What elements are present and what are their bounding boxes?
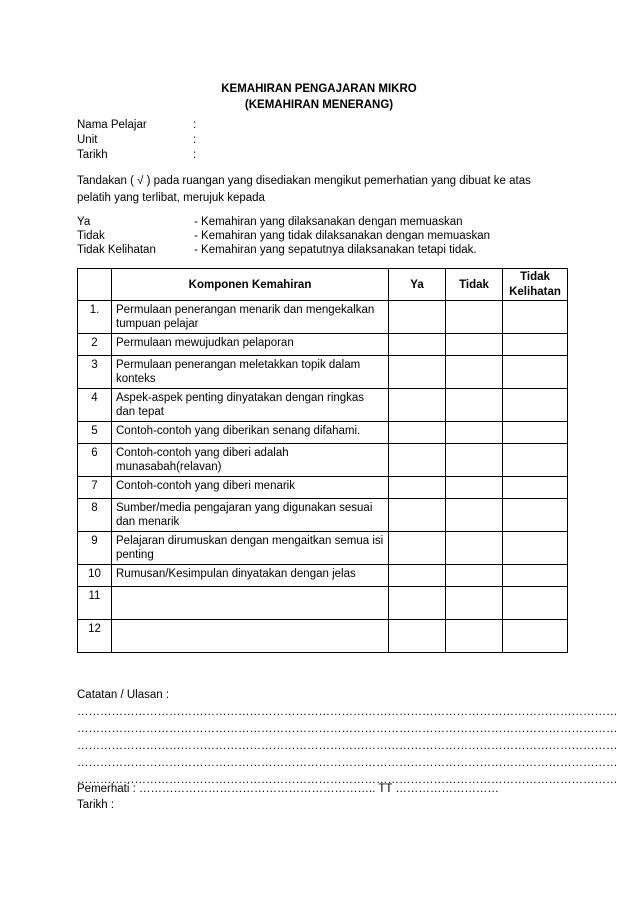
ya-cell[interactable] xyxy=(389,334,446,356)
ya-cell[interactable] xyxy=(389,499,446,532)
table-body xyxy=(78,301,568,653)
table-row xyxy=(78,620,568,653)
form-title xyxy=(0,81,638,113)
row-component: Sumber/media pengajaran yang digunakan sesuai dan menarik xyxy=(112,499,389,532)
table-row xyxy=(78,587,568,620)
tidak-cell[interactable] xyxy=(446,565,503,587)
ya-cell[interactable] xyxy=(389,356,446,389)
field-nama-pelajar xyxy=(77,118,196,133)
title-line-2: (KEMAHIRAN MENERANG) xyxy=(244,99,394,111)
table-row xyxy=(78,499,568,532)
observer-line[interactable]: Pemerhati : …………………………………………………….. TT ……………………… xyxy=(77,783,499,795)
notes-line[interactable]: …………………………………………………………………………………………………………………………… xyxy=(77,723,618,735)
table-row xyxy=(78,334,568,356)
row-number: 7 xyxy=(78,477,112,499)
table-row xyxy=(78,356,568,389)
tidak-kelihatan-cell[interactable] xyxy=(503,565,568,587)
ya-cell[interactable] xyxy=(389,389,446,422)
tidak-cell[interactable] xyxy=(446,499,503,532)
tidak-cell[interactable] xyxy=(446,301,503,334)
tidak-kelihatan-cell[interactable] xyxy=(503,477,568,499)
table-row xyxy=(78,444,568,477)
tidak-kelihatan-cell[interactable] xyxy=(503,301,568,334)
row-component: Aspek-aspek penting dinyatakan dengan ringkas dan tepat xyxy=(112,389,389,422)
tidak-cell[interactable] xyxy=(446,532,503,565)
notes-line[interactable]: …………………………………………………………………………………………………………………………… xyxy=(77,757,618,769)
tidak-kelihatan-cell[interactable] xyxy=(503,356,568,389)
field-separator: : xyxy=(193,134,197,146)
header-tidak: Tidak xyxy=(446,269,503,301)
ya-cell[interactable] xyxy=(389,477,446,499)
row-component: Pelajaran dirumuskan dengan mengaitkan semua isi penting xyxy=(112,532,389,565)
table-row xyxy=(78,389,568,422)
header-ya: Ya xyxy=(389,269,446,301)
tidak-cell[interactable] xyxy=(446,587,503,620)
row-number: 10 xyxy=(78,565,112,587)
table-header-row xyxy=(78,269,568,301)
tidak-kelihatan-cell[interactable] xyxy=(503,422,568,444)
legend-tidak xyxy=(77,229,490,244)
legend-label: Tidak xyxy=(77,230,105,242)
tidak-kelihatan-cell[interactable] xyxy=(503,532,568,565)
row-number: 4 xyxy=(78,389,112,422)
legend-tidak-kelihatan xyxy=(77,243,477,258)
tidak-cell[interactable] xyxy=(446,444,503,477)
ya-cell[interactable] xyxy=(389,444,446,477)
table-row xyxy=(78,532,568,565)
row-number: 9 xyxy=(78,532,112,565)
tidak-kelihatan-cell[interactable] xyxy=(503,499,568,532)
footer-date[interactable]: Tarikh : xyxy=(77,799,115,811)
tidak-kelihatan-cell[interactable] xyxy=(503,334,568,356)
row-component: Permulaan penerangan meletakkan topik dalam konteks xyxy=(112,356,389,389)
row-number: 2 xyxy=(78,334,112,356)
row-number: 1. xyxy=(78,301,112,334)
legend-ya xyxy=(77,215,463,230)
row-component xyxy=(112,587,389,620)
table-row xyxy=(78,565,568,587)
table-row xyxy=(78,422,568,444)
field-separator: : xyxy=(193,119,197,131)
legend-label: Ya xyxy=(77,216,91,228)
row-component: Permulaan penerangan menarik dan mengekalkan tumpuan pelajar xyxy=(112,301,389,334)
tidak-kelihatan-cell[interactable] xyxy=(503,444,568,477)
notes-line[interactable]: …………………………………………………………………………………………………………………………… xyxy=(77,774,618,786)
field-label: Nama Pelajar xyxy=(77,119,147,131)
header-component: Komponen Kemahiran xyxy=(112,269,389,301)
notes-section xyxy=(77,687,618,789)
row-number: 3 xyxy=(78,356,112,389)
legend-desc: - Kemahiran yang dilaksanakan dengan memuaskan xyxy=(194,216,463,228)
legend-desc: - Kemahiran yang tidak dilaksanakan dengan memuaskan xyxy=(194,230,490,242)
row-component xyxy=(112,620,389,653)
title-line-1: KEMAHIRAN PENGAJARAN MIKRO xyxy=(221,83,417,95)
header-tidak-kelihatan: Tidak Kelihatan xyxy=(503,269,568,301)
ya-cell[interactable] xyxy=(389,587,446,620)
notes-line[interactable]: …………………………………………………………………………………………………………………………… xyxy=(77,706,618,718)
row-number: 11 xyxy=(78,587,112,620)
row-component: Contoh-contoh yang diberi adalah munasabah(relavan) xyxy=(112,444,389,477)
tidak-cell[interactable] xyxy=(446,620,503,653)
field-separator: : xyxy=(193,149,197,161)
tidak-kelihatan-cell[interactable] xyxy=(503,389,568,422)
row-number: 5 xyxy=(78,422,112,444)
field-label: Unit xyxy=(77,134,98,146)
row-component: Rumusan/Kesimpulan dinyatakan dengan jelas xyxy=(112,565,389,587)
instruction-text: Tandakan ( √ ) pada ruangan yang disediakan mengikut pemerhatian yang dibuat ke atas pelatih yang terlibat, merujuk kepada xyxy=(77,175,531,204)
tidak-cell[interactable] xyxy=(446,422,503,444)
notes-line[interactable]: …………………………………………………………………………………………………………………………… xyxy=(77,740,618,752)
notes-label: Catatan / Ulasan : xyxy=(77,689,170,701)
tidak-kelihatan-cell[interactable] xyxy=(503,587,568,620)
row-component: Contoh-contoh yang diberi menarik xyxy=(112,477,389,499)
skills-table xyxy=(77,268,568,653)
ya-cell[interactable] xyxy=(389,565,446,587)
ya-cell[interactable] xyxy=(389,532,446,565)
tidak-cell[interactable] xyxy=(446,389,503,422)
ya-cell[interactable] xyxy=(389,301,446,334)
legend-label: Tidak Kelihatan xyxy=(77,244,156,256)
row-number: 12 xyxy=(78,620,112,653)
table-row xyxy=(78,301,568,334)
row-number: 6 xyxy=(78,444,112,477)
field-unit xyxy=(77,133,196,148)
ya-cell[interactable] xyxy=(389,620,446,653)
row-component: Permulaan mewujudkan pelaporan xyxy=(112,334,389,356)
tidak-cell[interactable] xyxy=(446,334,503,356)
tidak-cell[interactable] xyxy=(446,356,503,389)
field-label: Tarikh xyxy=(77,149,108,161)
header-no xyxy=(78,269,112,301)
tidak-kelihatan-cell[interactable] xyxy=(503,620,568,653)
legend-desc: - Kemahiran yang sepatutnya dilaksanakan tetapi tidak. xyxy=(194,244,477,256)
row-component: Contoh-contoh yang diberikan senang difahami. xyxy=(112,422,389,444)
tidak-cell[interactable] xyxy=(446,477,503,499)
table-row xyxy=(78,477,568,499)
row-number: 8 xyxy=(78,499,112,532)
ya-cell[interactable] xyxy=(389,422,446,444)
field-tarikh xyxy=(77,148,196,163)
